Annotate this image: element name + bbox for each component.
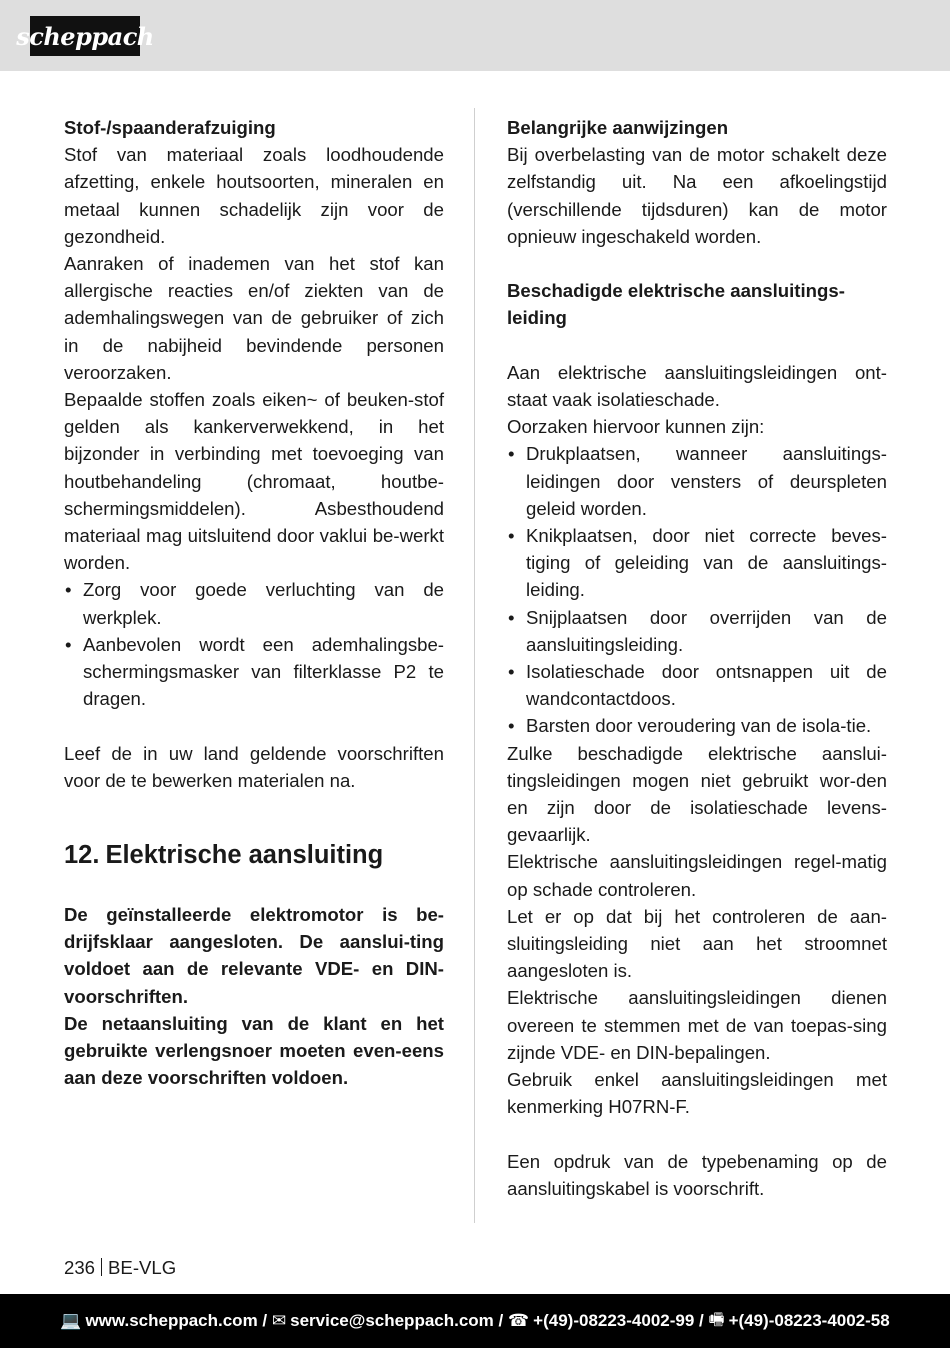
left-column [64, 114, 444, 1091]
list-item: • Aanbevolen wordt een ademhalingsbe-schermingsmasker van filterklasse P2 te dragen. [64, 631, 444, 713]
footer-phone: +(49)-08223-4002-99 / [533, 1311, 704, 1330]
page-number [64, 1255, 176, 1281]
computer-icon: 💻 [60, 1311, 82, 1330]
section-title: Elektrische aansluiting [105, 841, 384, 870]
footer-website[interactable]: www.scheppach.com / [85, 1311, 268, 1330]
electrical-paragraph-2: De netaansluiting van de klant en het gebruikte verlengsnoer moeten even-eens aan deze voorschriften voldoen. [64, 1012, 444, 1089]
cable-bullet-list [507, 440, 887, 739]
electrical-paragraph-1: De geïnstalleerde elektromotor is be-drijfsklaar aangesloten. De aanslui-ting voldoet aan de relevante VDE- en DIN-voorschriften. [64, 904, 444, 1007]
dust-bullet-list [64, 576, 444, 712]
scheppach-logo: scheppach [30, 16, 140, 56]
page-header [0, 0, 950, 71]
cable-paragraph-5: Let er op dat bij het controleren de aan-sluitingsleiding niet aan het stroomnet aangesloten is. [507, 905, 887, 982]
dust-paragraph-4: Leef de in uw land geldende voorschriften voor de te bewerken materialen na. [64, 742, 444, 791]
mail-icon: ✉ [271, 1311, 287, 1330]
cable-paragraph-7: Gebruik enkel aansluitingsleidingen met kenmerking H07RN-F. [507, 1069, 887, 1118]
page-footer [0, 1294, 950, 1348]
cable-paragraph-8: Een opdruk van de typebenaming op de aansluitingskabel is voorschrift. [507, 1150, 887, 1199]
dust-paragraph-2: Aanraken of inademen van het stof kan allergische reacties en/of ziekten van de ademhalingswegen van de gebruiker of zich in de nabijheid bevindende personen veroorzaken. [64, 253, 444, 383]
page-number-separator [101, 1258, 102, 1276]
cable-heading: Beschadigde elektrische aansluitings-leiding [507, 280, 845, 329]
notes-heading: Belangrijke aanwijzingen [507, 117, 729, 138]
footer-email[interactable]: service@scheppach.com / [290, 1311, 504, 1330]
cable-paragraph-4: Elektrische aansluitingsleidingen regel-matig op schade controleren. [507, 851, 887, 900]
cable-paragraph-3: Zulke beschadigde elektrische aanslui-tingsleidingen mogen niet gebruikt wor-den en zijn door de isolatieschade levens-gevaarlijk. [507, 742, 887, 846]
dust-paragraph-1: Stof van materiaal zoals loodhoudende afzetting, enkele houtsoorten, mineralen en metaal kunnen schadelijk zijn voor de gezondheid. [64, 144, 444, 247]
dust-heading: Stof-/spaanderafzuiging [64, 117, 276, 138]
section-number: 12. [64, 841, 100, 870]
list-item: • Drukplaatsen, wanneer aansluitings-leidingen door vensters of deurspleten geleid worden. [507, 440, 887, 522]
page-number-value: 236 [64, 1257, 96, 1278]
cable-paragraph-2: Oorzaken hiervoor kunnen zijn: [507, 416, 765, 438]
right-column [507, 114, 887, 1202]
column-divider [474, 108, 475, 1223]
cable-paragraph-6: Elektrische aansluitingsleidingen dienen overeen te stemmen met de van toepas-sing zijnde VDE- en DIN-bepalingen. [507, 987, 887, 1063]
phone-icon: ☎ [507, 1311, 530, 1330]
notes-paragraph: Bij overbelasting van de motor schakelt deze zelfstandig uit. Na een afkoelingstijd (verschillende tijdsduren) kan de motor opnieuw ingeschakeld worden. [507, 144, 887, 247]
list-item: • Knikplaatsen, door niet correcte beves-tiging of geleiding van de aansluitings-leiding. [507, 522, 887, 604]
list-item: • Barsten door veroudering van de isola-tie. [507, 712, 887, 739]
footer-fax: +(49)-08223-4002-58 [728, 1311, 890, 1330]
list-item: • Isolatieschade door ontsnappen uit de wandcontactdoos. [507, 658, 887, 712]
list-item: • Zorg voor goede verluchting van de werkplek. [64, 576, 444, 630]
fax-icon: 🖷 [708, 1309, 725, 1329]
page-language: BE-VLG [108, 1257, 177, 1278]
cable-paragraph-1: Aan elektrische aansluitingsleidingen ont-staat vaak isolatieschade. [507, 361, 887, 410]
section-heading [64, 838, 444, 872]
list-item: • Snijplaatsen door overrijden van de aansluitingsleiding. [507, 604, 887, 658]
dust-paragraph-3: Bepaalde stoffen zoals eiken~ of beuken-stof gelden als kankerverwekkend, in het bijzonder in verbinding met toevoeging van houtbehandeling (chromaat, houtbe-schermingsmiddelen). Asbesthoudend materiaal mag uitsluitend door vaklui be-werkt worden. [64, 389, 444, 574]
